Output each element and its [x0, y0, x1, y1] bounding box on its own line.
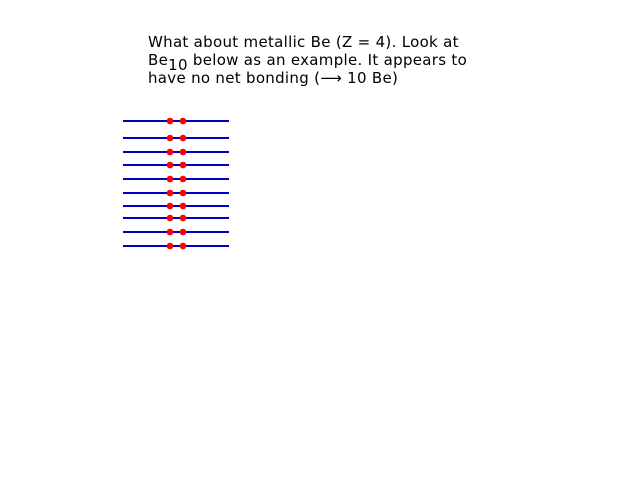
electron-dot	[180, 118, 187, 125]
electron-dot	[180, 243, 187, 250]
electron-dot	[167, 135, 174, 142]
be-symbol: Be	[148, 51, 169, 69]
electron-dot	[167, 190, 174, 197]
electron-dot	[180, 149, 187, 156]
electron-dot	[167, 162, 174, 169]
electron-dot	[180, 162, 187, 169]
be-subscript: 10	[168, 56, 188, 74]
caption-line-2-rest: below as an example. It appears to	[187, 51, 468, 69]
electron-dot	[180, 215, 187, 222]
electron-dot	[180, 229, 187, 236]
caption-line-3: have no net bonding (⟶ 10 Be)	[148, 69, 399, 87]
electron-dot	[167, 215, 174, 222]
electron-dot	[180, 203, 187, 210]
caption-line-1: What about metallic Be (Z = 4). Look at	[148, 33, 459, 51]
electron-dot	[167, 203, 174, 210]
electron-dot	[167, 118, 174, 125]
electron-dot	[167, 176, 174, 183]
electron-dot	[180, 135, 187, 142]
electron-dot	[167, 243, 174, 250]
electron-dot	[180, 176, 187, 183]
electron-dot	[180, 190, 187, 197]
electron-dot	[167, 229, 174, 236]
electron-dot	[167, 149, 174, 156]
